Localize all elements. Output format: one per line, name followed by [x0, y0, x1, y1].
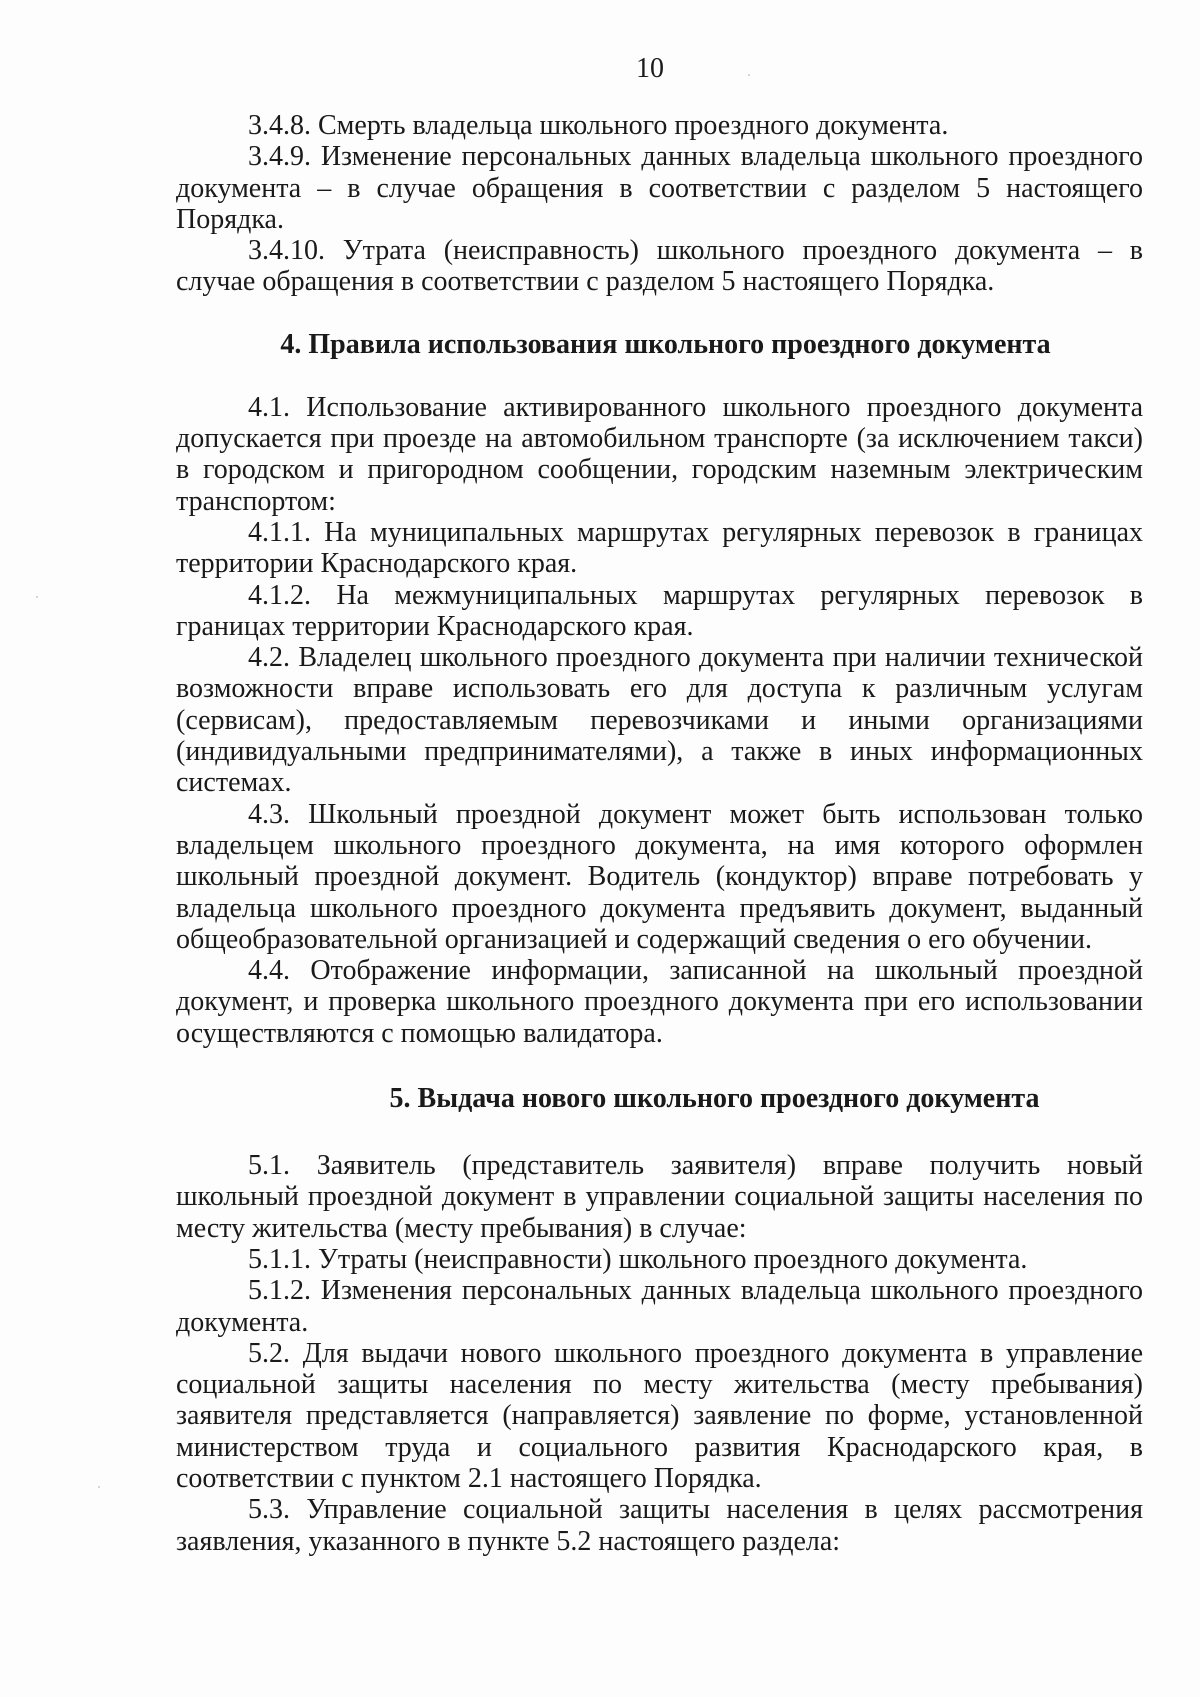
- paragraph-4-1-1: 4.1.1. На муниципальных маршрутах регулярных перевозок в границах территории Краснодарского края.: [176, 516, 1143, 580]
- paragraph-4-2: 4.2. Владелец школьного проездного документа при наличии технической возможности вправе использовать его для доступа к различным услугам (сервисам), предоставляемым перевозчиками и иными организациями (индивидуальными предпринимателями), а также в иных информационных системах.: [176, 642, 1143, 799]
- paragraph-4-1-2: 4.1.2. На межмуниципальных маршрутах регулярных перевозок в границах территории Краснодарского края.: [176, 579, 1143, 642]
- paragraph-5-1-1: 5.1.1. Утраты (неисправности) школьного проездного документа.: [248, 1243, 1028, 1275]
- scan-speck: [36, 596, 38, 598]
- paragraph-5-1: 5.1. Заявитель (представитель заявителя) вправе получить новый школьный проездной документ в управлении социальной защиты населения по месту жительства (месту пребывания) в случае:: [176, 1150, 1143, 1244]
- paragraph-4-4: 4.4. Отображение информации, записанной на школьный проездной документ, и проверка школьного проездного документа при его использовании осуществляются с помощью валидатора.: [176, 955, 1143, 1049]
- paragraph-5-2: 5.2. Для выдачи нового школьного проездного документа в управление социальной защиты населения по месту жительства (месту пребывания) заявителя представляется (направляется) заявление по форме, установленной министерством труда и социального развития Краснодарского края, в соответствии с пунктом 2.1 настоящего Порядка.: [176, 1337, 1143, 1494]
- paragraph-3-4-8: 3.4.8. Смерть владельца школьного проездного документа.: [248, 110, 949, 141]
- paragraph-3-4-10: 3.4.10. Утрата (неисправность) школьного проездного документа – в случае обращения в соответствии с разделом 5 настоящего Порядка.: [176, 235, 1143, 298]
- page-number: 10: [636, 53, 664, 84]
- document-body: [176, 110, 1143, 1557]
- section-5-heading: 5. Выдача нового школьного проездного документа: [389, 1083, 1040, 1115]
- scan-speck: [98, 1486, 100, 1488]
- paragraph-3-4-9: 3.4.9. Изменение персональных данных владельца школьного проездного документа – в случае обращения в соответствии с разделом 5 настоящего Порядка.: [176, 141, 1143, 235]
- paragraph-4-1: 4.1. Использование активированного школьного проездного документа допускается при проезде на автомобильном транспорте (за исключением такси) в городском и пригородном сообщении, городским наземным электрическим транспортом:: [176, 391, 1143, 517]
- scan-speck: [748, 74, 750, 76]
- paragraph-5-3: 5.3. Управление социальной защиты населения в целях рассмотрения заявления, указанного в пункте 5.2 настоящего раздела:: [176, 1494, 1143, 1557]
- section-4-heading: 4. Правила использования школьного проездного документа: [280, 328, 1051, 360]
- paragraph-5-1-2: 5.1.2. Изменения персональных данных владельца школьного проездного документа.: [176, 1275, 1143, 1338]
- paragraph-4-3: 4.3. Школьный проездной документ может быть использован только владельцем школьного проездного документа, на имя которого оформлен школьный проездной документ. Водитель (кондуктор) вправе потребовать у владельца школьного проездного документа предъявить документ, выданный общеобразовательной организацией и содержащий сведения о его обучении.: [176, 798, 1143, 955]
